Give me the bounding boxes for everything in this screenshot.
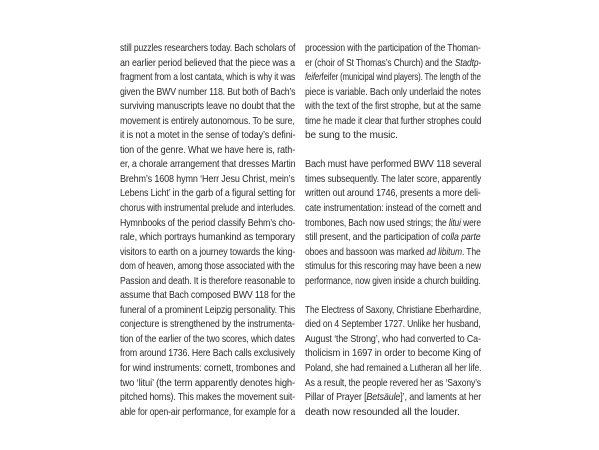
italic-term: Betsäule xyxy=(366,392,401,404)
text-line: performance, now given inside a church building. xyxy=(305,275,481,287)
text-line xyxy=(305,71,481,86)
text-line: time he made it clear that further strophes could xyxy=(305,115,482,127)
text-line xyxy=(305,246,481,261)
text-line: chorus with instrumental prelude and interludes. xyxy=(120,203,296,215)
text-line: procession with the participation of the Thoman- xyxy=(305,43,481,54)
text-line: tholicism in 1697 in order to become King of xyxy=(305,348,481,360)
text-line: cate instrumentation: instead of the cornett and xyxy=(305,203,482,215)
text-line: visitors to earth on a journey towards the king- xyxy=(120,246,296,258)
italic-term: litui xyxy=(448,217,461,229)
text-line: an earlier period believed that the piece was a xyxy=(120,57,295,69)
text-run: er (choir of St Thomas’s Church) and the xyxy=(305,57,455,69)
text-run: feifer (municipal wind players). The length of the xyxy=(321,72,481,84)
text-line: fragment from a lost cantata, which is why it was xyxy=(120,72,296,84)
text-line: conjecture is strengthened by the instrumenta- xyxy=(120,319,295,331)
italic-term: Stadtp- xyxy=(454,57,482,69)
text-line: assume that Bach composed BWV 118 for the xyxy=(120,290,296,302)
text-line: rale, which portrays humankind as temporary xyxy=(120,232,295,244)
text-line: two ‘litui’ (the term apparently denotes high- xyxy=(120,377,295,389)
text-line: The Electress of Saxony, Christiane Eberhardine, xyxy=(305,304,482,316)
text-line: it is not a motet in the sense of today’s defini- xyxy=(120,130,296,142)
text-line: still puzzles researchers today. Bach scholars of xyxy=(120,43,296,54)
paragraph-left xyxy=(120,42,295,420)
italic-term: feifer xyxy=(305,72,322,84)
text-line: piece is variable. Bach only underlaid the notes xyxy=(305,86,481,98)
text-run: were xyxy=(460,217,481,229)
right-column xyxy=(305,42,481,420)
text-line xyxy=(305,217,481,232)
text-line: August ‘the Strong’, who had converted to Ca- xyxy=(305,333,481,345)
text-line xyxy=(305,57,482,72)
text-run: ]’, and laments at her xyxy=(400,392,482,404)
text-line: dom of heaven, among those associated with the xyxy=(120,261,295,273)
text-line: Bach must have performed BWV 118 several xyxy=(305,159,482,171)
text-line: stimulus for this rescoring may have been a new xyxy=(305,261,481,273)
text-line: er, a chorale arrangement that dresses Martin xyxy=(120,159,296,171)
paragraph-procession xyxy=(305,42,481,144)
italic-term: ad libitum xyxy=(426,246,462,258)
text-line: times subsequently. The later score, apparently xyxy=(305,173,482,185)
text-line xyxy=(305,391,482,406)
text-line: Passion and death. It is therefore reasonable to xyxy=(120,275,295,287)
text-run: oboes and bassoon was marked xyxy=(305,246,427,258)
text-line: Lebens Licht’ in the garb of a figural setting for xyxy=(120,188,296,200)
text-line: funeral of a prominent Leipzig personality. This xyxy=(120,304,296,316)
text-line: written out around 1746, presents a more deli- xyxy=(305,188,481,200)
text-line: tion of the genre. What we have here is, rath- xyxy=(120,144,296,156)
paragraph-electress xyxy=(305,304,481,420)
italic-term: colla parte xyxy=(441,232,481,244)
text-line: pitched horns). This makes the movement suit- xyxy=(120,392,295,404)
text-run: still present, and the participation of xyxy=(305,232,442,244)
text-line: movement is entirely autonomous. To be sure, xyxy=(120,115,295,127)
text-line: Poland, she had remained a Lutheran all her life. xyxy=(305,363,482,375)
text-line: able for open-air performance, for example for a xyxy=(120,406,296,418)
text-line xyxy=(305,231,481,246)
text-line: be sung to the music. xyxy=(305,130,398,142)
text-line: Hymnbooks of the period classify Behm’s cho- xyxy=(120,217,296,229)
text-line: surviving manuscripts leave no doubt that the xyxy=(120,101,295,113)
text-run: . The xyxy=(461,246,481,258)
text-line: for wind instruments: cornett, trombones and xyxy=(120,363,296,375)
paragraph-performance xyxy=(305,158,481,289)
text-run: Pillar of Prayer [ xyxy=(305,392,367,404)
text-line: tion of the earlier of the two scores, which dates xyxy=(120,333,295,345)
text-run: trombones, Bach now used strings; the xyxy=(305,217,449,229)
text-line: Brehm’s 1608 hymn ‘Herr Jesu Christ, mein’s xyxy=(120,173,295,185)
text-line: As a result, the people revered her as ‘Saxony’s xyxy=(305,377,481,389)
left-column xyxy=(120,42,295,420)
text-line: death now resounded all the louder. xyxy=(305,406,460,418)
paragraph-spacer xyxy=(305,289,481,304)
text-line: from around 1736. Here Bach calls exclusively xyxy=(120,348,295,360)
paragraph-spacer xyxy=(305,144,481,159)
text-line: given the BWV number 118. But both of Bach’s xyxy=(120,86,296,98)
text-line: with the text of the first strophe, but at the same xyxy=(305,101,481,113)
text-line: died on 4 September 1727. Unlike her husband, xyxy=(305,319,481,331)
